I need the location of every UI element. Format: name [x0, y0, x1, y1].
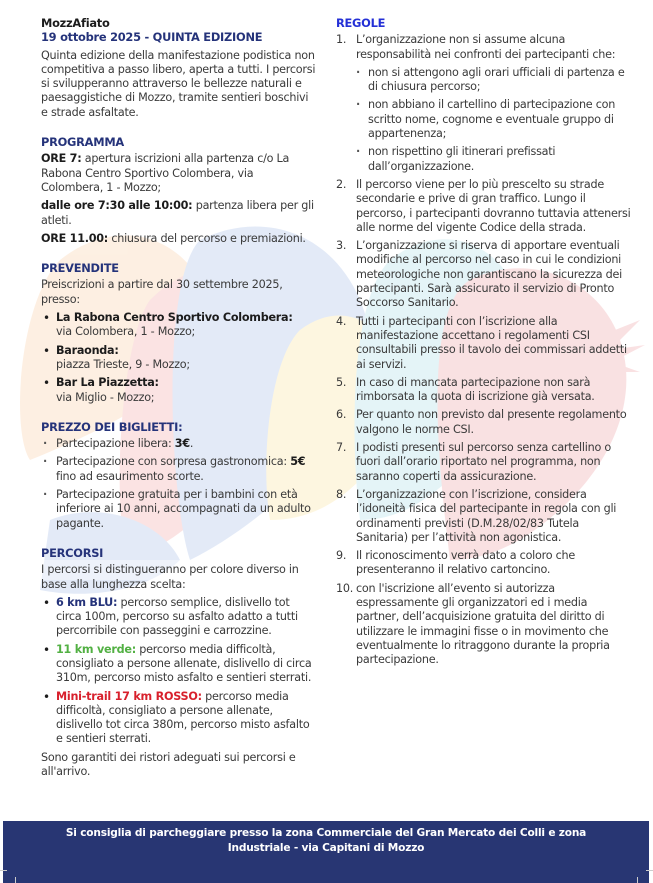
regola-item: [336, 582, 632, 668]
regola-sublist: [356, 66, 632, 174]
prevendite-list: [41, 311, 316, 405]
crop-mark-left-horizontal: [0, 870, 7, 871]
percorso-label: Mini-trail 17 km ROSSO:: [56, 689, 202, 703]
prezzo-item: [41, 455, 316, 484]
programma-item-label: ORE 11.00:: [41, 231, 109, 245]
prevendite-intro: Preiscrizioni a partire dal 30 settembre 2025, presso:: [41, 278, 283, 306]
programma-item-label: dalle ore 7:30 alle 10:00:: [41, 199, 193, 213]
prezzo-amount: 5€: [290, 455, 306, 469]
crop-mark-left-vertical: [15, 877, 16, 883]
regola-item: [336, 488, 632, 545]
prevendite-heading: PREVENDITE: [41, 261, 119, 276]
left-column: [41, 16, 316, 783]
regola-number: 2.: [336, 177, 347, 191]
venue-address: piazza Trieste, 9 - Mozzo;: [56, 357, 190, 371]
programma-item-text: chiusura del percorso e premiazioni.: [108, 231, 306, 245]
regola-subitem: · non si attengono agli orari ufficiali di partenza e di chiusura percorso;: [356, 66, 632, 95]
percorso-label: 6 km BLU:: [56, 595, 118, 609]
prezzo-amount: 3€: [174, 437, 190, 451]
percorso-item-blu: [41, 596, 316, 639]
venue-name: Bar La Piazzetta:: [56, 376, 159, 390]
prezzi-heading: PREZZO DEI BIGLIETTI:: [41, 419, 183, 434]
regola-item: [336, 33, 632, 174]
event-title: MozzAfiato: [41, 16, 110, 30]
event-intro: Quinta edizione della manifestazione podistica non competitiva a passo libero, aperta a tutti. I percorsi si svilupperanno attraverso le bellezze naturali e paesaggistiche di Mozzo, tramite sentieri boschivi e strade asfaltate.: [41, 48, 316, 119]
percorso-item-verde: [41, 643, 316, 686]
prezzi-list: [41, 437, 316, 531]
venue-name: La Rabona Centro Sportivo Colombera:: [56, 311, 293, 325]
prevendite-item: [41, 344, 316, 373]
regola-number: 4.: [336, 314, 347, 328]
percorso-text: percorso media difficoltà, consigliato a persone allenate, dislivello tot circa 380m, percorso misto asfalto e sentieri sterrati.: [56, 689, 310, 746]
percorsi-intro: I percorsi si distingueranno per colore diverso in base alla lunghezza scelta:: [41, 563, 299, 591]
percorso-item-rosso: [41, 690, 316, 747]
regola-number: 3.: [336, 239, 347, 253]
regola-number: 9.: [336, 549, 347, 563]
percorsi-heading: PERCORSI: [41, 545, 104, 560]
regola-subitem: · non abbiano il cartellino di partecipazione con scritto nome, cognome e eventuale gruppo di appartenenza;: [356, 98, 632, 141]
regola-text: con l'iscrizione all’evento si autorizza espressamente gli organizzatori ed i media partner, dell’acquisizione gratuita del diritto di utilizzare le immagini fisse o in movimento che eventualmente lo ritraggono durante la propria partecipazione.: [356, 581, 610, 667]
regola-text: I podisti presenti sul percorso senza cartellino o fuori dall’orario riportato nel programma, non saranno coperti da assicurazione.: [356, 441, 611, 483]
percorso-text: percorso media difficoltà, consigliato a persone allenate, dislivello di circa 310m, percorso misto asfalto e sentieri sterrati.: [56, 642, 312, 685]
prezzo-text: Partecipazione libera:: [56, 437, 175, 451]
regola-number: 1.: [336, 33, 347, 47]
regola-item: [336, 315, 632, 372]
regola-text: L’organizzazione si riserva di apportare eventuali modifiche al percorso nel caso in cui le condizioni meteorologiche non garantiscano la sicurezza dei partecipanti. Sarà assicurato il servizio di Pronto Soccorso Sanitario.: [356, 239, 623, 310]
regola-subitem: · non rispettino gli itinerari prefissati dall’organizzazione.: [356, 145, 632, 174]
regola-number: 5.: [336, 375, 347, 389]
prezzo-text: Partecipazione gratuita per i bambini con età inferiore ai 10 anni, accompagnati da un adulto pagante.: [56, 488, 311, 530]
right-column: [336, 16, 632, 671]
percorso-text: percorso semplice, dislivello tot circa 100m, percorso su asfalto adatto a tutti percorribile con passeggini e carrozzine.: [56, 595, 298, 638]
event-subtitle: 19 ottobre 2025 - QUINTA EDIZIONE: [41, 30, 263, 45]
regola-text: Tutti i partecipanti con l’iscrizione alla manifestazione accettano i regolamenti CSI consultabili presso il tavolo dei commissari addetti ai servizi.: [356, 314, 627, 371]
percorsi-outro: Sono garantiti dei ristori adeguati sui percorsi e all'arrivo.: [41, 750, 296, 779]
crop-mark-right-vertical: [637, 877, 638, 883]
regola-item: [336, 549, 632, 578]
percorsi-list: [41, 596, 316, 747]
regola-item: [336, 239, 632, 310]
regola-text: L’organizzazione con l’iscrizione, considera l’idoneità fisica del partecipante in regola con gli ordinamenti previsti (D.M.28/02/83 Tutela Sanitaria) per l’attività non agonistica.: [356, 487, 617, 544]
regola-text: Il percorso viene per lo più prescelto su strade secondarie e prive di gran traffico. Lungo il percorso, i partecipanti dovranno tuttavia attenersi alle norme del vigente Codice della strada.: [356, 177, 631, 234]
regola-text: Il riconoscimento verrà dato a coloro che presenteranno il relativo cartoncino.: [356, 549, 576, 577]
programma-heading: PROGRAMMA: [41, 135, 124, 150]
venue-name: Baraonda:: [56, 343, 119, 357]
prezzo-text: fino ad esaurimento scorte.: [56, 469, 204, 483]
regola-number: 8.: [336, 487, 347, 501]
regole-list: [336, 33, 632, 667]
regola-item: [336, 408, 632, 437]
prezzo-item: [41, 488, 316, 531]
crop-mark-right-horizontal: [646, 870, 653, 871]
regola-number: 7.: [336, 441, 347, 455]
programma-item-text: partenza libera per gli atleti.: [41, 199, 314, 227]
percorso-label: 11 km verde:: [56, 642, 136, 656]
regola-text: L’organizzazione non si assume alcuna responsabilità nei confronti dei partecipanti che:: [356, 33, 616, 61]
prevendite-item: [41, 311, 316, 340]
prezzo-text: Partecipazione con sorpresa gastronomica:: [56, 455, 291, 469]
regola-number: 10.: [336, 581, 354, 595]
programma-item: [41, 232, 316, 246]
regola-item: [336, 178, 632, 235]
regola-item: [336, 441, 632, 484]
regola-number: 6.: [336, 408, 347, 422]
prezzo-item: [41, 437, 316, 451]
programma-item: [41, 199, 316, 228]
regole-heading: REGOLE: [336, 16, 386, 30]
regola-text: In caso di mancata partecipazione non sarà rimborsata la quota di iscrizione già versata.: [356, 375, 595, 404]
prevendite-item: [41, 376, 316, 405]
parking-banner-text: Si consiglia di parcheggiare presso la zona Commerciale del Gran Mercato dei Colli e zona Industriale - via Capitani di Mozzo: [65, 827, 587, 854]
programma-item: [41, 152, 316, 195]
venue-address: via Colombera, 1 - Mozzo;: [56, 325, 196, 339]
regola-text: Per quanto non previsto dal presente regolamento valgono le norme CSI.: [356, 408, 627, 436]
regola-item: [336, 376, 632, 405]
parking-banner: [3, 821, 649, 883]
programma-item-text: apertura iscrizioni alla partenza c/o La Rabona Centro Sportivo Colombera, via Colombera, 1 - Mozzo;: [41, 152, 290, 194]
programma-item-label: ORE 7:: [41, 152, 82, 166]
venue-address: via Miglio - Mozzo;: [56, 390, 155, 404]
prezzo-text: .: [189, 437, 194, 451]
